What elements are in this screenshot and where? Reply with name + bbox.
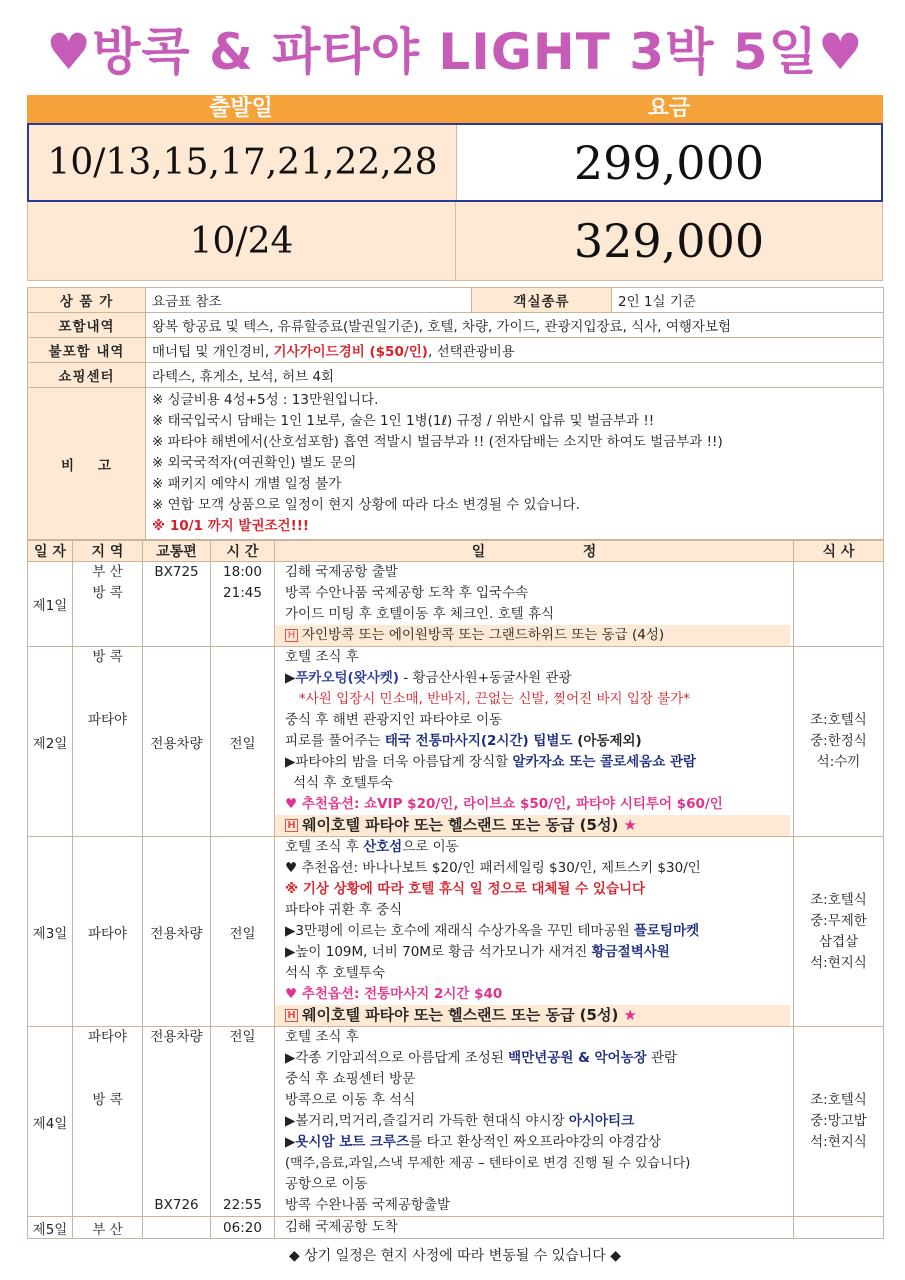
star-icon: ★ (623, 1006, 637, 1024)
text: ▶높이 109M, 너비 70M로 황금 석가모니가 새겨진 (285, 944, 592, 960)
exclude-text: , 선택관광비용 (427, 344, 515, 360)
highlight: 아시아티크 (568, 1113, 635, 1129)
day-row (28, 647, 884, 837)
meal: 삼겹살 (818, 933, 859, 950)
meal-cell (794, 837, 884, 1027)
header-price: 요금 (647, 96, 691, 121)
col-day: 일 자 (28, 541, 73, 562)
time-cell: 06:20 (211, 1217, 275, 1239)
day-label: 제1일 (28, 562, 73, 647)
room-value: 2인 1실 기준 (612, 288, 884, 313)
note-ticketing-deadline: ※ 10/1 까지 발권조건!!! (152, 518, 310, 534)
transport-cell (143, 1217, 211, 1239)
itinerary-cell (275, 647, 794, 837)
itinerary-line: 호텔 조식 후 (285, 1029, 359, 1045)
itinerary-line (285, 942, 790, 963)
price-value: 329,000 (456, 202, 882, 280)
col-meal: 식 사 (794, 541, 884, 562)
itinerary-line: 방콕 수완나품 국제공항출발 (285, 1197, 451, 1213)
meal: 조:호텔식 (810, 891, 867, 908)
itinerary-line (285, 1048, 790, 1069)
star-icon: ★ (623, 816, 637, 834)
region-cell: 파타야 (73, 837, 143, 1027)
highlight: 알카자쇼 또는 콜로세움쇼 관람 (512, 754, 697, 770)
itinerary-line (285, 668, 790, 689)
meal-cell (794, 562, 884, 647)
header-departure: 출발일 (209, 96, 273, 121)
text: 호텔 조식 후 (285, 839, 364, 855)
itinerary-line: 중식 후 해변 관광지인 파타야로 이동 (285, 712, 503, 728)
info-table (27, 287, 884, 540)
recommended-option: ♥ 추천옵션: 전통마사지 2시간 $40 (285, 986, 503, 1002)
region: 파타야 (87, 1029, 128, 1045)
itinerary-line: 방콕으로 이동 후 석식 (285, 1092, 416, 1108)
note-line: ※ 패키지 예약시 개별 일정 불가 (152, 476, 342, 492)
highlight: 백만년공원 & 악어농장 (508, 1050, 647, 1066)
region-cell (73, 562, 143, 647)
day-label: 제2일 (28, 647, 73, 837)
region: 파타야 (87, 712, 128, 728)
itinerary-cell (275, 562, 794, 647)
transport-cell: 전용차량 (143, 837, 211, 1027)
recommended-option: ♥ 추천옵션: 바나나보트 $20/인 패러세일링 $30/인, 제트스키 $30/인 (285, 860, 701, 876)
text: ▶3만평에 이르는 호수에 재래식 수상가옥을 꾸민 테마공원 (285, 923, 634, 939)
meal: 석:현지식 (810, 1134, 867, 1150)
note-line: ※ 외국국적자(여권확인) 별도 문의 (152, 455, 357, 471)
col-region: 지 역 (73, 541, 143, 562)
meal-cell (794, 1217, 884, 1239)
text: 피로를 풀어주는 (285, 733, 385, 749)
itinerary-line: 김해 국제공항 도착 (275, 1217, 794, 1239)
itinerary-line (285, 1132, 790, 1153)
text: ▶파타야의 밤을 더욱 아름답게 장식할 (285, 754, 513, 770)
hotel-line (275, 1005, 790, 1026)
hotel-name: 웨이호텔 파타야 또는 헬스랜드 또는 동급 (5성) (302, 1006, 619, 1024)
meal: 석:현지식 (810, 954, 867, 971)
meal: 중:망고밥 (810, 1113, 867, 1129)
shopping-value: 라텍스, 휴게소, 보석, 허브 4회 (146, 363, 884, 388)
region-cell: 부 산 (73, 1217, 143, 1239)
day-row (28, 1027, 884, 1217)
hotel-name: 자인방콕 또는 에이원방콕 또는 그랜드하위드 또는 동급 (4성) (302, 627, 665, 643)
recommended-option: ♥ 추천옵션: 쇼VIP $20/인, 라이브쇼 $50/인, 파타야 시티투어 $60/인 (285, 796, 723, 812)
time: 22:55 (223, 1197, 262, 1213)
day-row (28, 562, 884, 647)
region: 방 콕 (92, 585, 123, 601)
text: - 황금산사원+동굴사원 관광 (399, 670, 572, 686)
arrow-icon: ▶ (285, 1134, 296, 1150)
text: (아동제외) (572, 733, 642, 749)
day-row (28, 1217, 884, 1239)
meal-cell (794, 647, 884, 837)
arrow-icon: ▶ (285, 670, 296, 686)
include-label: 포함내역 (28, 313, 146, 338)
itinerary-line (285, 921, 790, 942)
itinerary-line (285, 731, 790, 752)
meal: 중:무제한 (810, 912, 867, 929)
transport-cell (143, 1027, 211, 1217)
departure-dates: 10/13,15,17,21,22,28 (29, 125, 457, 200)
hotel-icon: H (285, 1009, 298, 1022)
highlight: 욧시암 보트 크루즈 (295, 1134, 410, 1150)
time-cell: 전일 (211, 837, 275, 1027)
day-label: 제5일 (28, 1217, 73, 1239)
meal: 석:수끼 (816, 754, 861, 770)
time-cell: 전일 (211, 647, 275, 837)
page-title: ♥방콕 & 파타야 LIGHT 3박 5일♥ (46, 22, 864, 81)
col-time: 시 간 (211, 541, 275, 562)
itinerary-line: 가이드 미팅 후 호텔이동 후 체크인. 호텔 휴식 (285, 606, 555, 622)
schedule-header (28, 541, 884, 562)
meal: 중:한정식 (810, 733, 867, 749)
hotel-line (275, 625, 790, 646)
notes-cell (146, 388, 884, 540)
itinerary-cell (275, 1027, 794, 1217)
flight-code: BX725 (154, 564, 199, 580)
itinerary-line: 중식 후 쇼핑센터 방문 (285, 1071, 416, 1087)
region: 방 콕 (92, 1092, 123, 1108)
region-cell (73, 1027, 143, 1217)
region-cell (73, 647, 143, 837)
note-line: ※ 태국입국시 담배는 1인 1보루, 술은 1인 1병(1ℓ) 규정 / 위반시 압류 및 벌금부과 !! (152, 413, 655, 429)
itinerary-line: 파타야 귀환 후 중식 (285, 902, 403, 918)
text: ▶볼거리,먹거리,즐길거리 가득한 현대식 야시장 (285, 1113, 569, 1129)
time: 전일 (229, 1029, 256, 1045)
price-label: 상 품 가 (28, 288, 146, 313)
price-table-header (27, 95, 883, 123)
page (27, 0, 883, 1265)
time: 18:00 (223, 564, 262, 580)
transport-cell (143, 562, 211, 647)
highlight: 황금절벽사원 (591, 944, 670, 960)
transport: 전용차량 (150, 1029, 203, 1045)
meal: 조:호텔식 (810, 1092, 867, 1108)
itinerary-line (285, 837, 790, 858)
exclude-text: 매너팁 및 개인경비, (152, 344, 274, 360)
note-line: ※ 싱글비용 4성+5성 : 13만원입니다. (152, 392, 379, 408)
highlight: 플로팅마켓 (633, 923, 700, 939)
flight-code: BX726 (154, 1197, 199, 1213)
itinerary-line (285, 1111, 790, 1132)
hotel-icon: H (285, 629, 298, 642)
region: 부 산 (92, 564, 123, 580)
itinerary-warning: *사원 입장시 민소매, 반바지, 끈없는 신발, 찢어진 바지 입장 불가* (299, 691, 691, 707)
text: 으로 이동 (402, 839, 459, 855)
itinerary-line: 공항으로 이동 (285, 1176, 368, 1192)
include-value: 왕복 항공료 및 텍스, 유류할증료(발권일기준), 호텔, 차량, 가이드, 관광지입장료, 식사, 여행자보험 (146, 313, 884, 338)
itinerary-line: (맥주,음료,과일,스낵 무제한 제공 – 텐타이로 변경 진행 될 수 있습니다) (285, 1156, 691, 1171)
day-label: 제4일 (28, 1027, 73, 1217)
exclude-label: 불포함 내역 (28, 338, 146, 363)
hotel-name: 웨이호텔 파타야 또는 헬스랜드 또는 동급 (5성) (302, 816, 619, 834)
schedule-table (27, 540, 884, 1239)
time: 21:45 (223, 585, 262, 601)
meal-cell (794, 1027, 884, 1217)
text: ▶각종 기암괴석으로 아름답게 조성된 (285, 1050, 509, 1066)
text: 를 타고 환상적인 짜오프라야강의 야경감상 (409, 1134, 662, 1150)
notes-label: 비 고 (28, 388, 146, 540)
exclude-value (146, 338, 884, 363)
itinerary-line: 김해 국제공항 출발 (285, 564, 398, 580)
highlight: 푸카오텅(왓사켓) (295, 670, 400, 686)
departure-dates: 10/24 (28, 202, 456, 280)
exclude-guide-fee: 기사가이드경비 ($50/인) (273, 344, 428, 360)
shopping-label: 쇼핑센터 (28, 363, 146, 388)
highlight: 산호섬 (363, 839, 403, 855)
hotel-icon: H (285, 819, 298, 832)
itinerary-line: 석식 후 호텔투숙 (285, 965, 385, 981)
itinerary-line: 호텔 조식 후 (285, 649, 359, 665)
transport-cell: 전용차량 (143, 647, 211, 837)
time-cell (211, 1027, 275, 1217)
highlight: 태국 전통마사지(2시간) 팁별도 (384, 733, 573, 749)
footer-note: ◆ 상기 일정은 현지 사정에 따라 변동될 수 있습니다 ◆ (288, 1248, 622, 1264)
hotel-line (275, 815, 790, 836)
note-line: ※ 연합 모객 상품으로 일정이 현지 상황에 따라 다소 변경될 수 있습니다. (152, 497, 580, 513)
itinerary-cell (275, 837, 794, 1027)
itinerary-line: 석식 후 호텔투숙 (293, 775, 393, 791)
itinerary-line: 방콕 수안나품 국제공항 도착 후 입국수속 (285, 585, 529, 601)
col-itinerary: 일 정 (275, 541, 794, 562)
col-transport: 교통편 (143, 541, 211, 562)
price-row (27, 202, 883, 281)
price-note: 요금표 참조 (146, 288, 472, 313)
room-label: 객실종류 (472, 288, 612, 313)
time-cell (211, 562, 275, 647)
day-label: 제3일 (28, 837, 73, 1027)
price-row (27, 123, 883, 202)
meal: 조:호텔식 (810, 712, 867, 728)
price-value: 299,000 (457, 125, 881, 200)
day-row (28, 837, 884, 1027)
itinerary-warning: ※ 기상 상황에 따라 호텔 휴식 일 정으로 대체될 수 있습니다 (285, 881, 646, 897)
region: 방 콕 (92, 649, 123, 665)
itinerary-line (285, 752, 790, 773)
note-line: ※ 파타야 해변에서(산호섬포함) 흡연 적발시 벌금부과 !! (전자담배는 소지만 하여도 벌금부과 !!) (152, 434, 723, 450)
text: 관람 (646, 1050, 678, 1066)
